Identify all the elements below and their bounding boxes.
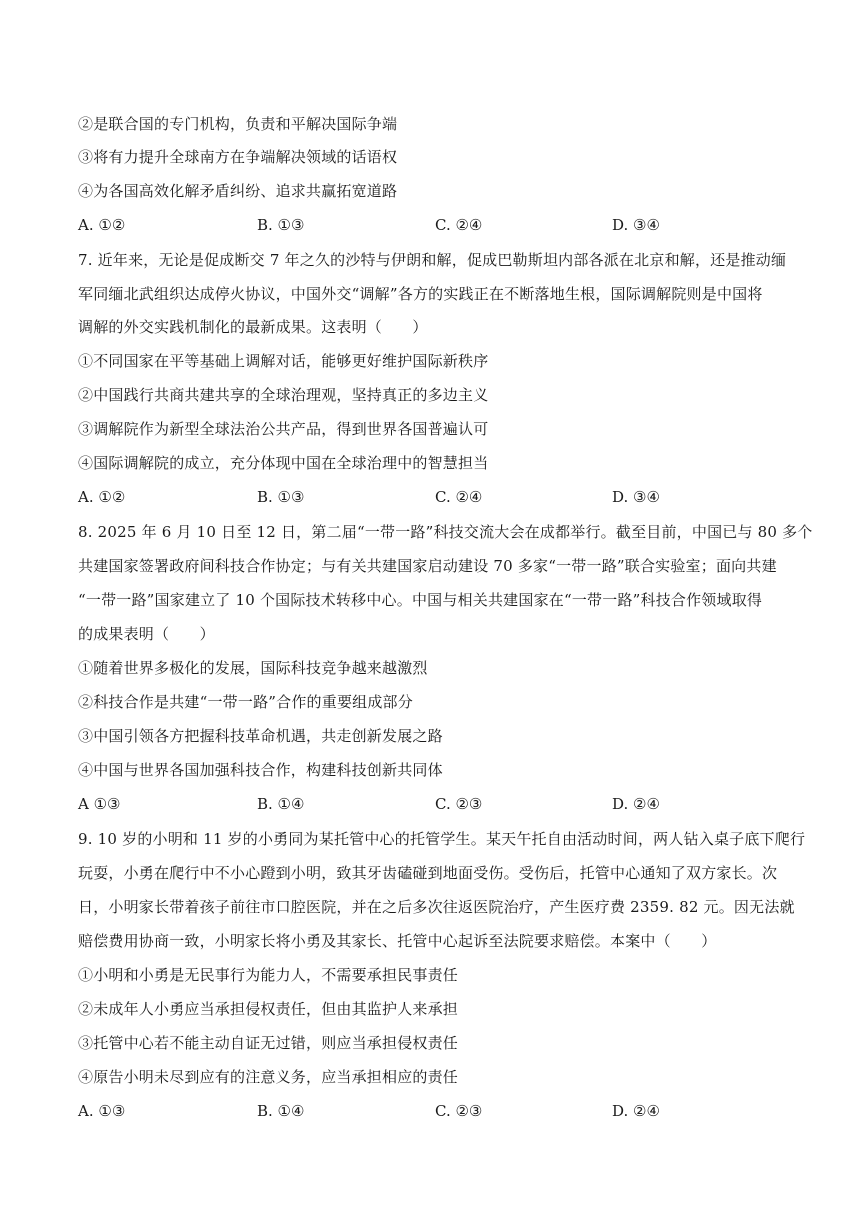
- q8-option-b[interactable]: B. ①④: [257, 795, 305, 813]
- q9-option-a[interactable]: A. ①③: [78, 1102, 126, 1120]
- q8-stem-line-3: “一带一路”国家建立了 10 个国际技术转移中心。中国与相关共建国家在“一带一路”科技合作领域取得: [78, 591, 763, 609]
- q8-item-4: ④中国与世界各国加强科技合作，构建科技创新共同体: [78, 761, 443, 779]
- q8-stem-line-1: 8. 2025 年 6 月 10 日至 12 日，第二届“一带一路”科技交流大会在成都举行。截至目前，中国已与 80 多个: [78, 523, 813, 541]
- q7-item-2: ②中国践行共商共建共享的全球治理观，坚持真正的多边主义: [78, 386, 489, 404]
- prev-option-a[interactable]: A. ①②: [78, 216, 126, 234]
- q8-option-c[interactable]: C. ②③: [435, 795, 483, 813]
- q8-item-3: ③中国引领各方把握科技革命机遇，共走创新发展之路: [78, 727, 443, 745]
- prev-item-2: ②是联合国的专门机构，负责和平解决国际争端: [78, 115, 398, 133]
- q8-stem-line-4: 的成果表明（ ）: [78, 625, 215, 643]
- q7-item-3: ③调解院作为新型全球法治公共产品，得到世界各国普遍认可: [78, 420, 489, 438]
- q8-option-d[interactable]: D. ②④: [612, 795, 660, 813]
- q9-item-2: ②未成年人小勇应当承担侵权责任，但由其监护人来承担: [78, 1000, 459, 1018]
- q9-stem-line-3: 日，小明家长带着孩子前往市口腔医院，并在之后多次往返医院治疗，产生医疗费 2359. 82 元。因无法就: [78, 898, 795, 916]
- q7-option-d[interactable]: D. ③④: [612, 488, 660, 506]
- q8-option-a[interactable]: A ①③: [78, 795, 121, 813]
- q8-item-1: ①随着世界多极化的发展，国际科技竞争越来越激烈: [78, 659, 428, 677]
- q7-option-c[interactable]: C. ②④: [435, 488, 483, 506]
- q9-option-b[interactable]: B. ①④: [257, 1102, 305, 1120]
- prev-item-4: ④为各国高效化解矛盾纠纷、追求共赢拓宽道路: [78, 182, 398, 200]
- prev-option-c[interactable]: C. ②④: [435, 216, 483, 234]
- q7-item-1: ①不同国家在平等基础上调解对话，能够更好维护国际新秩序: [78, 352, 489, 370]
- q7-stem-line-1: 7. 近年来，无论是促成断交 7 年之久的沙特与伊朗和解，促成巴勒斯坦内部各派在北京和解，还是推动缅: [78, 251, 787, 269]
- q9-item-1: ①小明和小勇是无民事行为能力人，不需要承担民事责任: [78, 966, 459, 984]
- prev-option-b[interactable]: B. ①③: [257, 216, 305, 234]
- q9-option-d[interactable]: D. ②④: [612, 1102, 660, 1120]
- q7-option-b[interactable]: B. ①③: [257, 488, 305, 506]
- q8-item-2: ②科技合作是共建“一带一路”合作的重要组成部分: [78, 693, 413, 711]
- q9-option-c[interactable]: C. ②③: [435, 1102, 483, 1120]
- q7-stem-line-3: 调解的外交实践机制化的最新成果。这表明（ ）: [78, 318, 428, 336]
- q8-stem-line-2: 共建国家签署政府间科技合作协定；与有关共建国家启动建设 70 多家“一带一路”联合实验室；面向共建: [78, 557, 777, 575]
- q7-option-a[interactable]: A. ①②: [78, 488, 126, 506]
- q7-stem-line-2: 军同缅北武组织达成停火协议，中国外交“调解”各方的实践正在不断落地生根，国际调解院则是中国将: [78, 285, 763, 303]
- q9-stem-line-1: 9. 10 岁的小明和 11 岁的小勇同为某托管中心的托管学生。某天午托自由活动时间，两人钻入桌子底下爬行: [78, 830, 806, 848]
- prev-option-d[interactable]: D. ③④: [612, 216, 660, 234]
- q7-item-4: ④国际调解院的成立，充分体现中国在全球治理中的智慧担当: [78, 454, 489, 472]
- q9-item-3: ③托管中心若不能主动自证无过错，则应当承担侵权责任: [78, 1034, 459, 1052]
- q9-stem-line-2: 玩耍，小勇在爬行中不小心蹬到小明，致其牙齿磕碰到地面受伤。受伤后，托管中心通知了双方家长。次: [78, 864, 778, 882]
- q9-stem-line-4: 赔偿费用协商一致，小明家长将小勇及其家长、托管中心起诉至法院要求赔偿。本案中（ ）: [78, 932, 717, 950]
- q9-item-4: ④原告小明未尽到应有的注意义务，应当承担相应的责任: [78, 1068, 459, 1086]
- prev-item-3: ③将有力提升全球南方在争端解决领域的话语权: [78, 148, 398, 166]
